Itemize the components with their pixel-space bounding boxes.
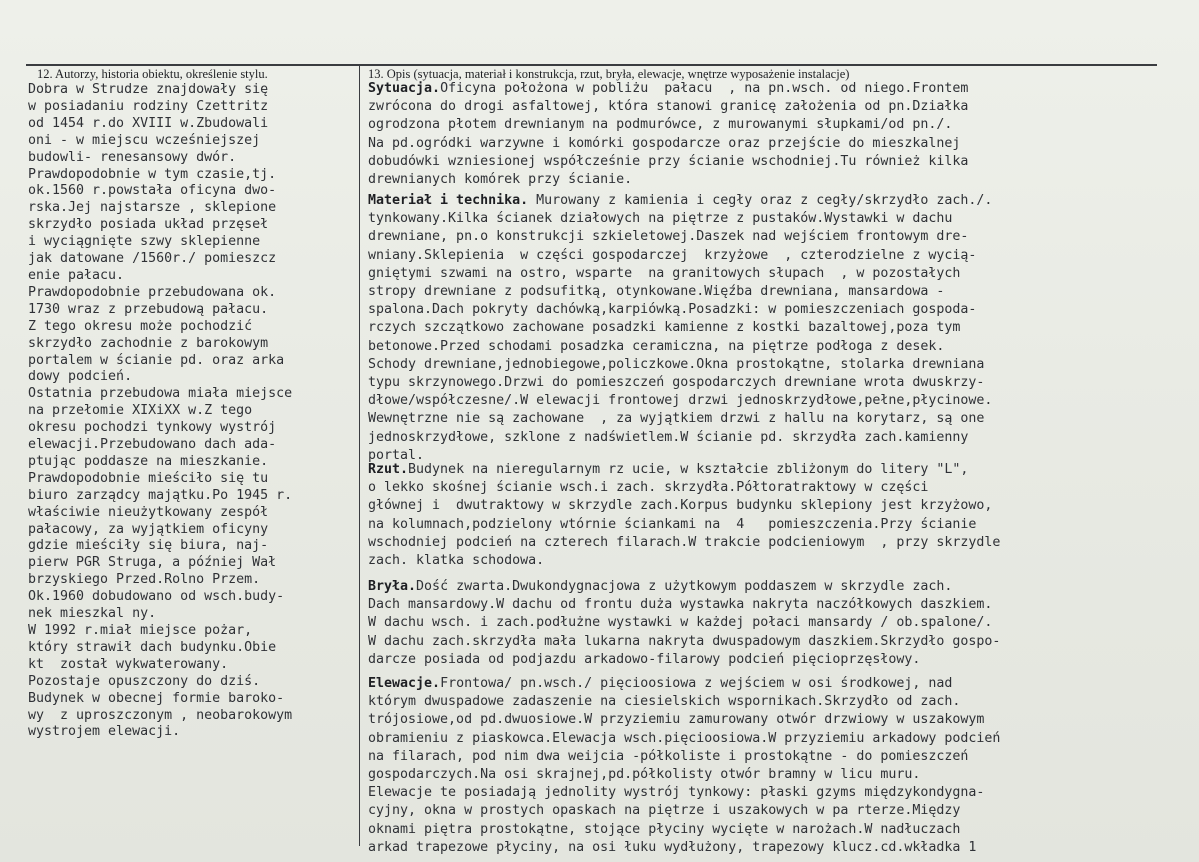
section-rzut [368,461,1000,570]
right-column-header: 13. Opis (sytuacja, materiał i konstrukcja, rzut, bryła, elewacje, wnętrze wyposażenie instalacje) [368,67,850,81]
section-text: Oficyna położona w pobliżu pałacu , na pn.wsch. od niego.Frontem zwrócona do drogi asfaltowej, która stanowi granicę założenia od pn.Działka ogrodzona płotem drewnianym na podmurówce, z murowanymi słupkami/od pn./. Na pd.ogródki warzywne i komórki gospodarcze oraz przejście do mieszkalnej dobudówki wzniesionej współcześnie przy ścianie wschodniej.Tu również kilka drewnianych komórek przy ścianie. [368,81,969,188]
left-column-header: 12. Autorzy, historia obiektu, określenie stylu. [37,67,268,81]
section-elewacje [368,675,1000,857]
section-text: Frontowa/ pn.wsch./ pięcioosiowa z wejściem w osi środkowej, nad którym dwuspadowe zadaszenie na ciesielskich wspornikach.Skrzydło od zach. trójosiowe,od pd.dwuosiowe.W przyziemiu zamurowany otwór drzwiowy w uszakowym obramieniu z piaskowca.Elewacja wsch.pięcioosiowa.W przyziemiu arkadowy podcień na filarach, pod nim dwa weijcia -półkoliste i prostokątne - do pomieszczeń gospodarczych.Na osi skrajnej,pd.półkolisty otwór bramny w licu muru. Elewacje te posiadają jednolity wystrój tynkowy: płaski gzyms międzykondygna- cyjny, okna w prostych opaskach na piętrze i uszakowych w pa rterze.Między oknami piętra prostokątne, stojące płyciny wycięte w narożach.W nadłuczach arkad trapezowe płyciny, na osi łuku wydłużony, trapezowy klucz.cd.wkładka 1 [368,676,1001,855]
section-heading: Sytuacja. [368,81,441,96]
section-heading: Elewacje. [368,676,441,691]
section-text: Murowany z kamienia i cegły oraz z cegły/skrzydło zach./. tynkowany.Kilka ścianek działowych na piętrze z pustaków.Wystawki w dachu drewniane, pn.o konstrukcji szkieletowej.Daszek nad wejściem frontowym dre- wniany.Sklepienia w części gospodarczej krzyżowe , czterodzielne z wycią- gniętymi szwami na ostro, wsparte na granitowych słupach , w pozostałych stropy drewniane z podsufitką, otynkowane.Więźba drewniana, mansardowa - spalona.Dach pokryty dachówką,karpiówką.Posadzki: w pomieszczeniach gospoda- rczych szczątkowo zachowane posadzki kamienne z kostki bazaltowej,poza tym betonowe.Przed schodami posadzka ceramiczna, na piętrze podłoga z desek. Schody drewniane,jednobiegowe,policzkowe.Okna prostokątne, stolarka drewniana typu skrzynowego.Drzwi do pomieszczeń gospodarczych drewniane wrota dwuskrzy- dłowe/współczesne/.W elewacji frontowej drzwi jednoskrzydłowe,pełne,płycinowe. Wewnętrzne nie są zachowane , za wyjątkiem drzwi z hallu na korytarz, są one jednoskrzydłowe, szklone z nadświetlem.W ścianie pd. skrzydła zach.kamienny portal. [368,193,993,463]
section-sytuacja [368,80,968,189]
section-material [368,192,992,465]
history-text: Dobra w Strudze znajdowały się w posiadaniu rodziny Czettritz od 1454 r.do XVIII w.Zbudowali oni - w miejscu wcześniejszej budowli- renesansowy dwór. Prawdopodobnie w tym czasie,tj. ok.1560 r.powstała oficyna dwo- rska.Jej najstarsze , sklepione skrzydło posiada układ przęseł i wyciągnięte szwy sklepienne jak datowane /1560r./ pomieszcz enie pałacu. Prawdopodobnie przebudowana ok. 1730 wraz z przebudową pałacu. Z tego okresu może pochodzić skrzydło zachodnie z barokowym portalem w ścianie pd. oraz arka dowy podcień. Ostatnia przebudowa miała miejsce na przełomie XIXiXX w.Z tego okresu pochodzi tynkowy wystrój elewacji.Przebudowano dach ada- ptując poddasze na mieszkanie. Prawdopodobnie mieściło się tu biuro zarządcy majątku.Po 1945 r. właściwie nieużytkowany zespół pałacowy, za wyjątkiem oficyny gdzie mieściły się biura, naj- pierw PGR Struga, a później Wał brzyskiego Przed.Rolno Przem. Ok.1960 dobudowano od wsch.budy- nek mieszkal ny. W 1992 r.miał miejsce pożar, który strawił dach budynku.Obie kt został wykwaterowany. Pozostaje opuszczony do dziś. Budynek w obecnej formie baroko- wy z uproszczonym , neobarokowym wystrojem elewacji. [28,82,293,740]
section-heading: Bryła. [368,579,417,594]
section-heading: Rzut. [368,462,409,477]
column-divider [359,66,360,846]
section-text: Dość zwarta.Dwukondygnacjowa z użytkowym poddaszem w skrzydle zach. Dach mansardowy.W dachu od frontu duża wystawka nakryta naczółkowych daszkiem. W dachu wsch. i zach.podłużne wystawki w każdej połaci mansardy / ob.spalone/. W dachu zach.skrzydła mała lukarna nakryta dwuspadowym daszkiem.Skrzydło gospo- darcze posiada od podjazdu arkadowo-filarowy podcień pięcioprzęsłowy. [368,579,1001,667]
section-heading: Materiał i technika. [368,193,529,208]
section-text: Budynek na nieregularnym rz ucie, w kształcie zbliżonym do litery "L", o lekko skośnej ścianie wsch.i zach. skrzydła.Półtoratraktowy w części głównej i dwutraktowy w skrzydle zach.Korpus budynku sklepiony jest krzyżowo, na kolumnach,podzielony wtórnie ściankami na 4 pomieszczenia.Przy ścianie wschodniej podcień na czterech filarach.W trakcie podcieniowym , przy skrzydle zach. klatka schodowa. [368,462,1001,569]
section-bryla [368,578,1000,669]
